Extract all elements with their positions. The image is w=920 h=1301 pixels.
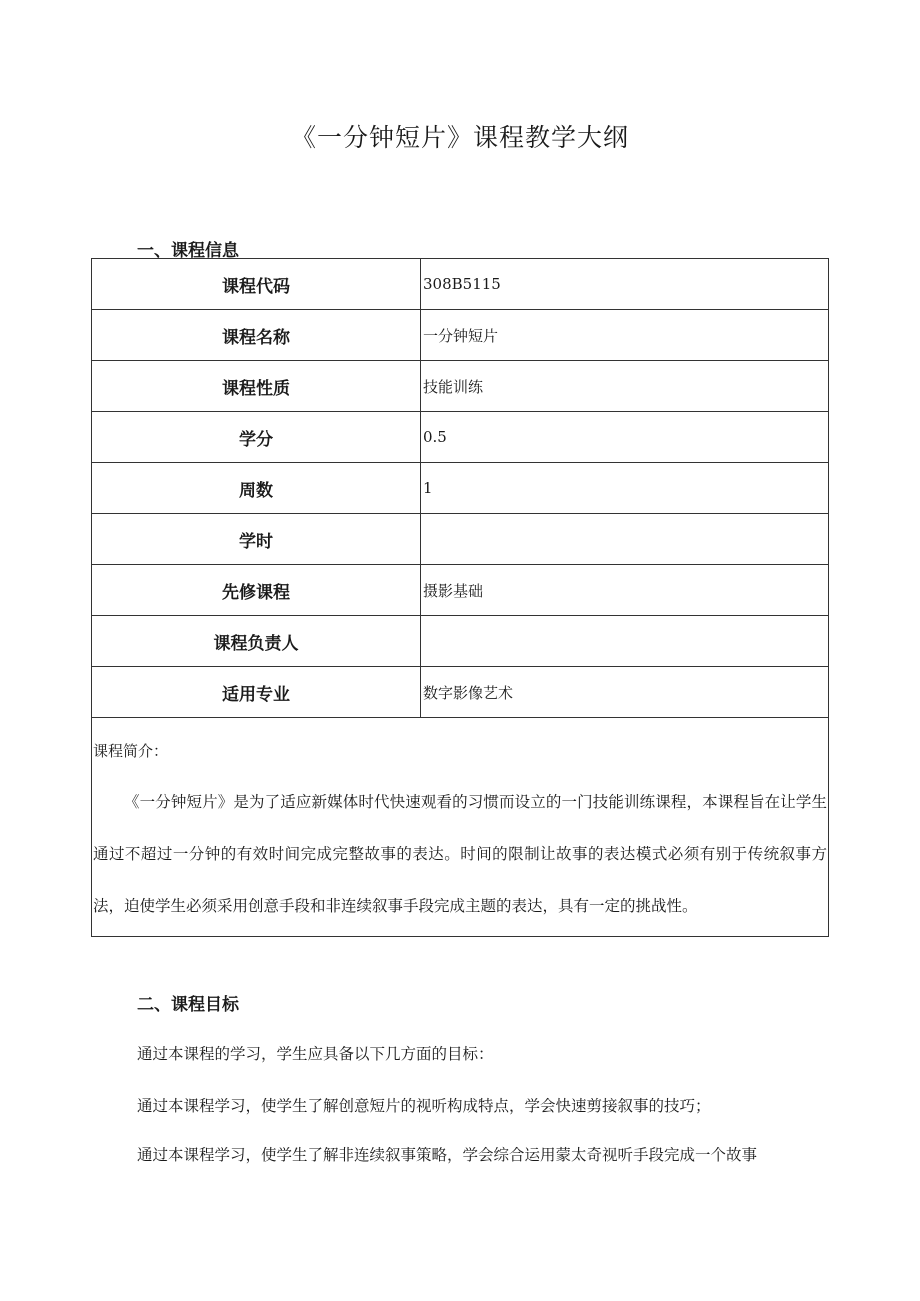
row-value-course-name: 一分钟短片 bbox=[421, 310, 829, 361]
row-value-course-type: 技能训练 bbox=[421, 361, 829, 412]
document-title: 《一分钟短片》课程教学大纲 bbox=[290, 123, 629, 152]
objectives-paragraph: 通过本课程学习，使学生了解非连续叙事策略，学会综合运用蒙太奇视听手段完成一个故事 bbox=[137, 1146, 758, 1164]
objectives-paragraph: 通过本课程学习，使学生了解创意短片的视听构成特点，学会快速剪接叙事的技巧； bbox=[137, 1097, 711, 1115]
table-row bbox=[92, 412, 829, 463]
row-value-credits: 0.5 bbox=[421, 412, 829, 463]
section-heading-course-info: 一、课程信息 bbox=[137, 241, 239, 261]
row-value-weeks: 1 bbox=[421, 463, 829, 514]
table-row bbox=[92, 616, 829, 667]
table-row bbox=[92, 514, 829, 565]
row-label-course-name: 课程名称 bbox=[92, 310, 421, 361]
row-label-weeks: 周数 bbox=[92, 463, 421, 514]
table-row bbox=[92, 565, 829, 616]
row-value-course-code: 308B5115 bbox=[421, 259, 829, 310]
course-intro-body: 《一分钟短片》是为了适应新媒体时代快速观看的习惯而设立的一门技能训练课程，本课程旨在让学生通过不超过一分钟的有效时间完成完整故事的表达。时间的限制让故事的表达模式必须有别于传统叙事方法，迫使学生必须采用创意手段和非连续叙事手段完成主题的表达，具有一定的挑战性。 bbox=[93, 793, 827, 915]
row-label-course-type: 课程性质 bbox=[92, 361, 421, 412]
course-info-table bbox=[91, 258, 829, 937]
row-label-course-leader: 课程负责人 bbox=[92, 616, 421, 667]
row-label-major: 适用专业 bbox=[92, 667, 421, 718]
table-row bbox=[92, 310, 829, 361]
row-value-hours bbox=[421, 514, 829, 565]
row-label-hours: 学时 bbox=[92, 514, 421, 565]
table-row bbox=[92, 361, 829, 412]
row-label-prerequisite: 先修课程 bbox=[92, 565, 421, 616]
course-intro-cell bbox=[92, 718, 829, 937]
course-intro-title: 课程简介： bbox=[93, 742, 169, 760]
row-value-major: 数字影像艺术 bbox=[421, 667, 829, 718]
table-row bbox=[92, 667, 829, 718]
table-row bbox=[92, 259, 829, 310]
table-row bbox=[92, 463, 829, 514]
table-row-intro bbox=[92, 718, 829, 937]
row-value-course-leader bbox=[421, 616, 829, 667]
objectives-paragraph: 通过本课程的学习，学生应具备以下几方面的目标： bbox=[137, 1045, 494, 1063]
section-heading-course-objectives: 二、课程目标 bbox=[137, 995, 239, 1015]
row-value-prerequisite: 摄影基础 bbox=[421, 565, 829, 616]
row-label-credits: 学分 bbox=[92, 412, 421, 463]
row-label-course-code: 课程代码 bbox=[92, 259, 421, 310]
